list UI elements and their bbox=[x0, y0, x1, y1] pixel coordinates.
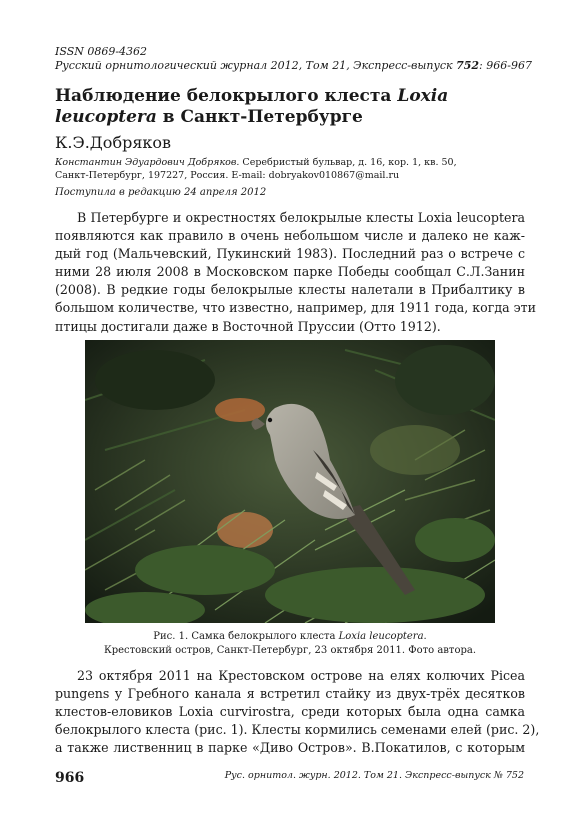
caption-prefix: Рис. 1. Самка белокрылого клеста bbox=[153, 631, 339, 642]
page-number: 966 bbox=[55, 770, 85, 786]
paragraph-2 bbox=[55, 667, 540, 757]
footer-journal-ref: Рус. орнитол. журн. 2012. Том 21. Экспресс-выпуск № 752 bbox=[224, 770, 524, 781]
p2-line: pungens у Гребного канала я встретил стайку из двух-трёх десятков bbox=[55, 686, 525, 702]
title-latin2: leucoptera bbox=[55, 107, 157, 127]
caption-suffix: . bbox=[423, 631, 427, 642]
journal-issue: 752 bbox=[456, 59, 480, 72]
issn: ISSN 0869-4362 bbox=[55, 45, 148, 58]
paragraph-1 bbox=[55, 209, 536, 336]
affiliation-name: Константин Эдуардович Добряков. bbox=[55, 157, 240, 168]
p1-line: ними 28 июля 2008 в Московском парке Победы сообщал С.Л.Занин bbox=[55, 264, 525, 280]
p1-line: появляются как правило в очень небольшом числе и далеко не каж- bbox=[55, 228, 525, 244]
figure-caption bbox=[55, 630, 525, 658]
affiliation-line2: Санкт-Петербург, 197227, Россия. E-mail: dobryakov010867@mail.ru bbox=[55, 170, 400, 181]
title-latin1: Loxia bbox=[397, 86, 449, 106]
received-date: Поступила в редакцию 24 апреля 2012 bbox=[55, 187, 267, 198]
p1-line: дый год (Мальчевский, Пукинский 1983). Последний раз о встрече с bbox=[55, 246, 525, 262]
p2-line: белокрылого клеста (рис. 1). Клесты кормились семенами елей (рис. 2), bbox=[55, 722, 540, 738]
p2-line: 23 октября 2011 на Крестовском острове на елях колючих Picea bbox=[77, 668, 525, 683]
title-part1: Наблюдение белокрылого клеста bbox=[55, 86, 398, 106]
author: К.Э.Добряков bbox=[55, 133, 172, 152]
p2-line: а также лиственниц в парке «Диво Остров». В.Покатилов, с которым bbox=[55, 740, 525, 756]
p1-line: большом количестве, что известно, например, для 1911 года, когда эти bbox=[55, 300, 536, 316]
p1-line: В Петербурге и окрестностях белокрылые клесты Loxia leucoptera bbox=[77, 210, 525, 225]
journal-prefix: Русский орнитологический журнал 2012, Том 21, Экспресс-выпуск bbox=[55, 59, 457, 72]
bird-photo bbox=[85, 340, 495, 623]
caption-latin: Loxia leucoptera bbox=[338, 631, 424, 642]
p1-line: птицы достигали даже в Восточной Пруссии (Отто 1912). bbox=[55, 318, 441, 334]
affiliation bbox=[55, 156, 515, 182]
caption-line1 bbox=[55, 630, 525, 644]
caption-line2: Крестовский остров, Санкт-Петербург, 23 октября 2011. Фото автора. bbox=[103, 645, 477, 656]
affiliation-line1: Серебристый бульвар, д. 16, кор. 1, кв. 50, bbox=[239, 157, 457, 168]
title-part2: в Санкт-Петербурге bbox=[156, 107, 363, 127]
article-title bbox=[55, 86, 495, 128]
journal-pages: : 966-967 bbox=[479, 59, 532, 72]
p1-line: (2008). В редкие годы белокрылые клесты налетали в Прибалтику в bbox=[55, 282, 525, 298]
p2-line: клестов-еловиков Loxia curvirostra, среди которых была одна самка bbox=[55, 704, 525, 720]
journal-header bbox=[55, 59, 532, 73]
